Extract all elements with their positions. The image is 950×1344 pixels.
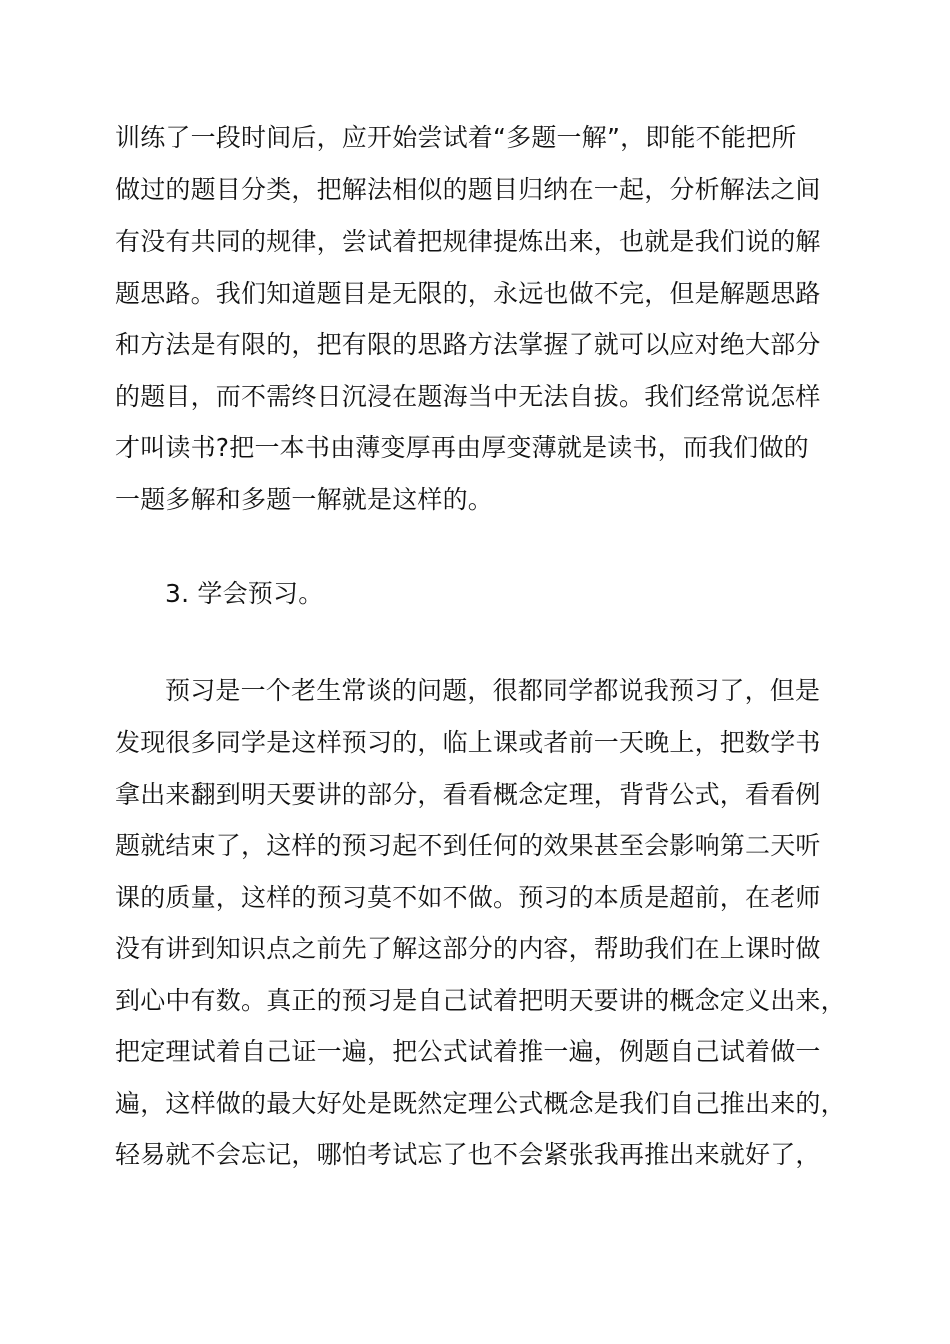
paragraph-2-line-5: 课的质量，这样的预习莫不如不做。预习的本质是超前，在老师 [115,883,821,912]
paragraph-1-line-1: 训练了一段时间后，应开始尝试着“多题一解”，即能不能把所 [115,123,797,152]
paragraph-2-line-8: 把定理试着自己证一遍，把公式试着推一遍，例题自己试着做一 [115,1037,821,1066]
paragraph-1-line-6: 的题目，而不需终日沉浸在题海当中无法自拔。我们经常说怎样 [115,382,821,411]
paragraph-2-line-3: 拿出来翻到明天要讲的部分，看看概念定理，背背公式，看看例 [115,780,821,809]
paragraph-2-line-1: 预习是一个老生常谈的问题，很都同学都说我预习了，但是 [165,676,821,705]
paragraph-2-line-6: 没有讲到知识点之前先了解这部分的内容，帮助我们在上课时做 [115,934,821,963]
paragraph-1-line-4: 题思路。我们知道题目是无限的，永远也做不完，但是解题思路 [115,279,821,308]
paragraph-2-line-2: 发现很多同学是这样预习的，临上课或者前一天晚上，把数学书 [115,728,821,757]
paragraph-1-line-8: 一题多解和多题一解就是这样的。 [115,485,494,514]
section-heading: 3. 学会预习。 [165,579,324,608]
paragraph-2-line-4: 题就结束了，这样的预习起不到任何的效果甚至会影响第二天听 [115,831,821,860]
paragraph-2-line-7: 到心中有数。真正的预习是自己试着把明天要讲的概念定义出来， [115,986,846,1015]
paragraph-1-line-5: 和方法是有限的，把有限的思路方法掌握了就可以应对绝大部分 [115,330,821,359]
paragraph-2-line-10: 轻易就不会忘记，哪怕考试忘了也不会紧张我再推出来就好了， [115,1140,821,1169]
paragraph-2-line-9: 遍，这样做的最大好处是既然定理公式概念是我们自己推出来的， [115,1089,846,1118]
paragraph-1-line-2: 做过的题目分类，把解法相似的题目归纳在一起，分析解法之间 [115,175,821,204]
paragraph-1-line-7: 才叫读书?把一本书由薄变厚再由厚变薄就是读书，而我们做的 [115,433,809,462]
paragraph-1-line-3: 有没有共同的规律，尝试着把规律提炼出来，也就是我们说的解 [115,227,821,256]
